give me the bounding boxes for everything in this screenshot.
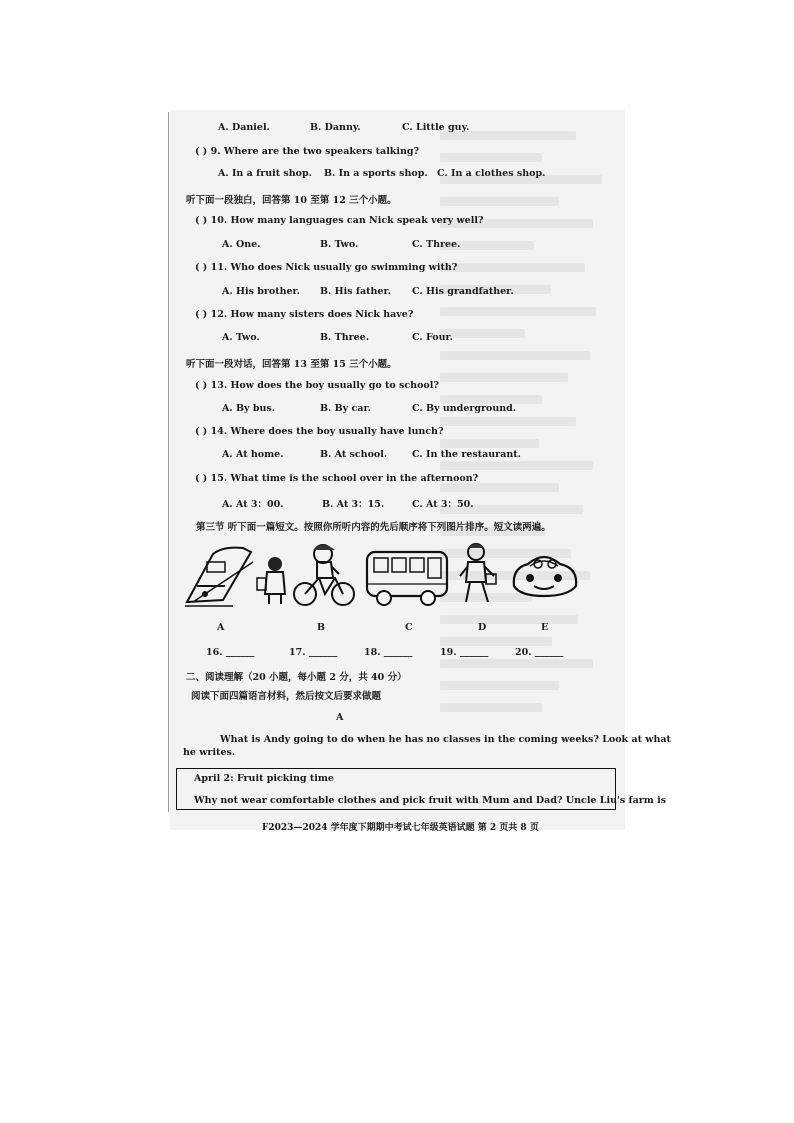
q15-stem: ( ) 15. What time is the school over in the afternoon? (195, 473, 479, 484)
picture-label-b: B (317, 622, 326, 633)
q9-option-c: C. In a clothes shop. (437, 168, 546, 179)
picture-label-e: E (541, 622, 549, 633)
part-2-instruction: 阅读下面四篇语言材料，然后按文后要求做题 (191, 691, 382, 702)
answer-blank-18[interactable]: 18. ______ (364, 647, 413, 658)
q11-option-a: A. His brother. (222, 286, 300, 297)
answer-blank-19[interactable]: 19. ______ (440, 647, 489, 658)
q8-option-a: A. Daniel. (218, 122, 270, 133)
q13-option-c: C. By underground. (412, 403, 517, 414)
q15-option-c: C. At 3：50. (412, 499, 474, 510)
q14-option-c: C. In the restaurant. (412, 449, 521, 460)
answer-blank-20[interactable]: 20. ______ (515, 647, 564, 658)
monologue-instruction: 听下面一段独白，回答第 10 至第 12 三个小题。 (186, 195, 397, 206)
q11-stem: ( ) 11. Who does Nick usually go swimming with? (195, 262, 458, 273)
section-3-instruction: 第三节 听下面一篇短文。按照你所听内容的先后顺序将下列图片排序。短文读两遍。 (196, 522, 551, 533)
picture-a-train (183, 542, 293, 608)
picture-label-c: C (405, 622, 413, 633)
q9-option-b: B. In a sports shop. (324, 168, 428, 179)
q11-option-b: B. His father. (320, 286, 391, 297)
picture-d-walking (456, 542, 500, 608)
q14-option-a: A. At home. (222, 449, 284, 460)
q13-stem: ( ) 13. How does the boy usually go to school? (195, 380, 439, 391)
passage-intro-line-1: What is Andy going to do when he has no classes in the coming weeks? Look at what (220, 734, 671, 745)
fold-line (168, 112, 169, 812)
answer-blank-16[interactable]: 16. ______ (206, 647, 255, 658)
q14-option-b: B. At school. (320, 449, 388, 460)
q9-option-a: A. In a fruit shop. (218, 168, 312, 179)
picture-c-bus (364, 542, 450, 608)
q10-option-c: C. Three. (412, 239, 461, 250)
part-2-title: 二、阅读理解（20 小题，每小题 2 分，共 40 分） (186, 672, 407, 683)
page-footer: F2023—2024 学年度下期期中考试七年级英语试题 第 2 页共 8 页 (262, 823, 539, 833)
q14-stem: ( ) 14. Where does the boy usually have lunch? (195, 426, 444, 437)
q12-option-a: A. Two. (222, 332, 260, 343)
picture-e-car (508, 542, 582, 608)
q15-option-b: B. At 3：15. (322, 499, 385, 510)
picture-b-cycling (293, 542, 357, 608)
q12-stem: ( ) 12. How many sisters does Nick have? (195, 309, 414, 320)
dialogue-instruction: 听下面一段对话，回答第 13 至第 15 三个小题。 (186, 359, 397, 370)
q13-option-b: B. By car. (320, 403, 371, 414)
q10-option-b: B. Two. (320, 239, 359, 250)
q10-option-a: A. One. (222, 239, 261, 250)
q9-stem: ( ) 9. Where are the two speakers talking? (195, 146, 420, 157)
q10-stem: ( ) 10. How many languages can Nick speak very well? (195, 215, 484, 226)
passage-letter: A (336, 712, 344, 723)
q8-option-b: B. Danny. (310, 122, 361, 133)
q12-option-b: B. Three. (320, 332, 370, 343)
q12-option-c: C. Four. (412, 332, 453, 343)
box-line: Why not wear comfortable clothes and pick fruit with Mum and Dad? Uncle Liu's farm is (194, 795, 667, 806)
q8-option-c: C. Little guy. (402, 122, 470, 133)
passage-intro-line-2: he writes. (183, 747, 236, 758)
q11-option-c: C. His grandfather. (412, 286, 514, 297)
picture-label-a: A (217, 622, 225, 633)
picture-label-d: D (478, 622, 487, 633)
box-title: April 2: Fruit picking time (194, 773, 334, 784)
answer-blank-17[interactable]: 17. ______ (289, 647, 338, 658)
q15-option-a: A. At 3：00. (222, 499, 284, 510)
q13-option-a: A. By bus. (222, 403, 276, 414)
